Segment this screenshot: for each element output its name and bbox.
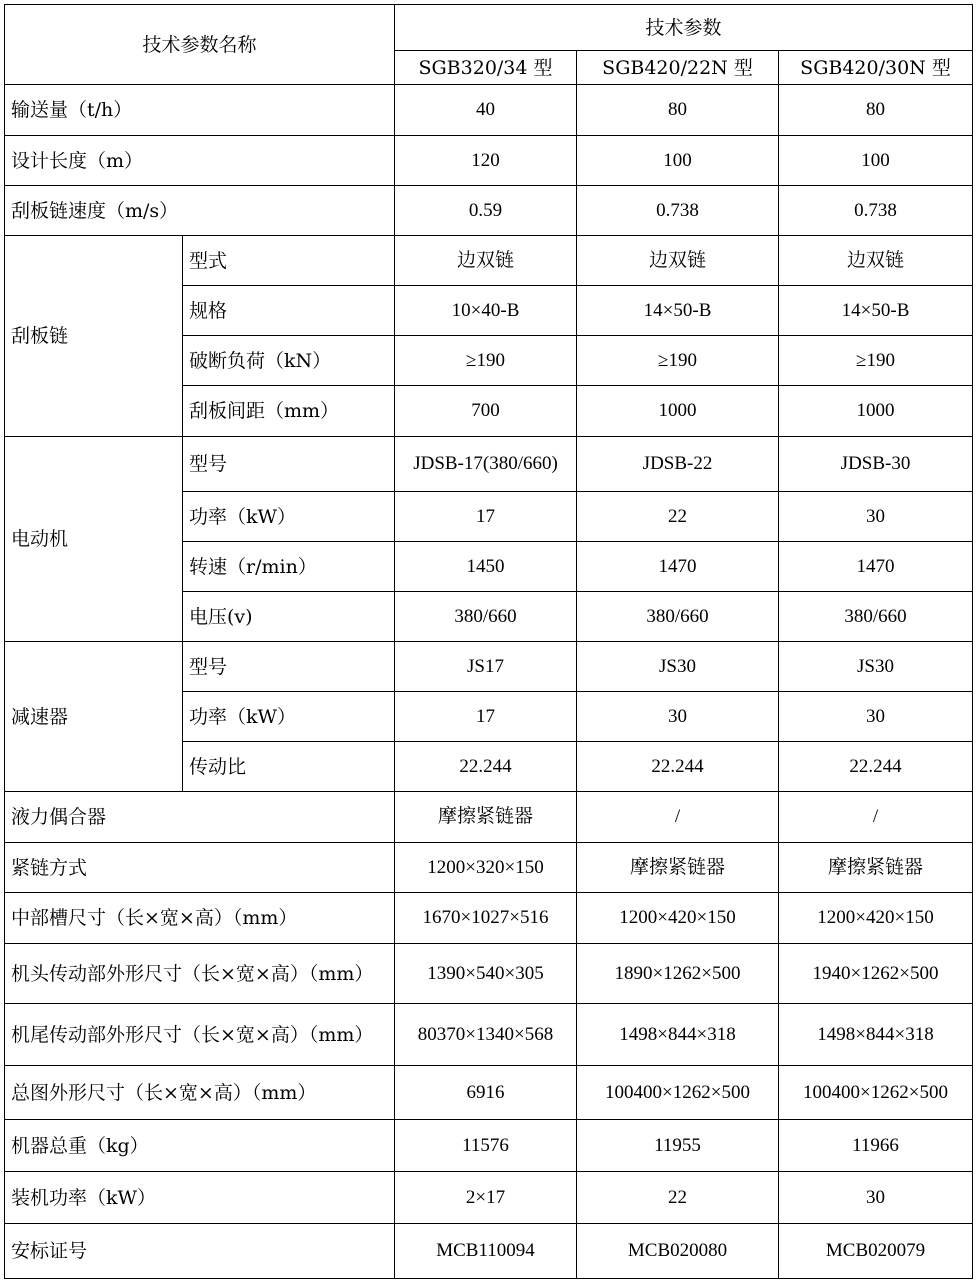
group-label: 减速器: [5, 642, 183, 792]
cell-value: 700: [395, 386, 577, 437]
row-label: 紧链方式: [5, 843, 395, 893]
row-label: 机尾传动部外形尺寸（长×宽×高）（mm）: [5, 1004, 395, 1066]
cell-value: 1000: [577, 386, 779, 437]
cell-value: 17: [395, 492, 577, 542]
sub-label: 型式: [183, 236, 395, 286]
cell-value: 1890×1262×500: [577, 944, 779, 1004]
sub-label: 破断负荷（kN）: [183, 336, 395, 386]
cell-value: JS30: [577, 642, 779, 692]
cell-value: 80370×1340×568: [395, 1004, 577, 1066]
cell-value: JS30: [779, 642, 973, 692]
cell-value: ≥190: [577, 336, 779, 386]
cell-value: 11955: [577, 1120, 779, 1172]
table-row: [5, 1172, 973, 1224]
cell-value: 1000: [779, 386, 973, 437]
cell-value: 380/660: [395, 592, 577, 642]
group-label: 刮板链: [5, 236, 183, 437]
table-row: [5, 85, 973, 136]
row-label: 中部槽尺寸（长×宽×高）（mm）: [5, 893, 395, 944]
cell-value: 0.738: [577, 186, 779, 236]
group-label: 电动机: [5, 437, 183, 642]
cell-value: 10×40-B: [395, 286, 577, 336]
cell-value: 6916: [395, 1066, 577, 1120]
cell-value: 22: [577, 1172, 779, 1224]
table-row: [5, 944, 973, 1004]
cell-value: 边双链: [395, 236, 577, 286]
param-name-header: 技术参数名称: [5, 5, 395, 85]
row-label: 总图外形尺寸（长×宽×高）（mm）: [5, 1066, 395, 1120]
cell-value: MCB020080: [577, 1224, 779, 1279]
cell-value: MCB020079: [779, 1224, 973, 1279]
cell-value: 边双链: [577, 236, 779, 286]
table-row: [5, 1224, 973, 1279]
cell-value: 120: [395, 136, 577, 186]
cell-value: JDSB-17(380/660): [395, 437, 577, 492]
table-row: [5, 236, 973, 286]
table-row: [5, 437, 973, 492]
table-row: [5, 843, 973, 893]
model-header: SGB420/22N 型: [577, 51, 779, 85]
row-label: 设计长度（m）: [5, 136, 395, 186]
model-header: SGB420/30N 型: [779, 51, 973, 85]
sub-label: 规格: [183, 286, 395, 336]
cell-value: 30: [577, 692, 779, 742]
cell-value: 17: [395, 692, 577, 742]
cell-value: 11966: [779, 1120, 973, 1172]
row-label: 刮板链速度（m/s）: [5, 186, 395, 236]
cell-value: 22.244: [395, 742, 577, 792]
cell-value: 1940×1262×500: [779, 944, 973, 1004]
cell-value: 1390×540×305: [395, 944, 577, 1004]
row-label: 安标证号: [5, 1224, 395, 1279]
cell-value: JDSB-22: [577, 437, 779, 492]
row-label: 机头传动部外形尺寸（长×宽×高）（mm）: [5, 944, 395, 1004]
cell-value: 摩擦紧链器: [779, 843, 973, 893]
cell-value: 1450: [395, 542, 577, 592]
cell-value: 30: [779, 692, 973, 742]
row-label: 液力偶合器: [5, 792, 395, 843]
cell-value: 22.244: [577, 742, 779, 792]
cell-value: JDSB-30: [779, 437, 973, 492]
tech-spec-table: [4, 4, 973, 1279]
param-group-header: 技术参数: [395, 5, 973, 51]
table-row: [5, 792, 973, 843]
cell-value: 100400×1262×500: [577, 1066, 779, 1120]
cell-value: 14×50-B: [577, 286, 779, 336]
cell-value: ≥190: [395, 336, 577, 386]
cell-value: JS17: [395, 642, 577, 692]
row-label: 输送量（t/h）: [5, 85, 395, 136]
cell-value: 1670×1027×516: [395, 893, 577, 944]
cell-value: 边双链: [779, 236, 973, 286]
table-row: [5, 1066, 973, 1120]
cell-value: 80: [779, 85, 973, 136]
sub-label: 型号: [183, 642, 395, 692]
cell-value: 0.738: [779, 186, 973, 236]
sub-label: 功率（kW）: [183, 692, 395, 742]
cell-value: 1498×844×318: [779, 1004, 973, 1066]
cell-value: 1470: [577, 542, 779, 592]
cell-value: 摩擦紧链器: [395, 792, 577, 843]
cell-value: 11576: [395, 1120, 577, 1172]
sub-label: 型号: [183, 437, 395, 492]
cell-value: /: [577, 792, 779, 843]
cell-value: 30: [779, 492, 973, 542]
cell-value: ≥190: [779, 336, 973, 386]
table-row: [5, 136, 973, 186]
cell-value: 22.244: [779, 742, 973, 792]
cell-value: 22: [577, 492, 779, 542]
cell-value: /: [779, 792, 973, 843]
cell-value: 30: [779, 1172, 973, 1224]
cell-value: 380/660: [577, 592, 779, 642]
cell-value: 14×50-B: [779, 286, 973, 336]
cell-value: 100: [779, 136, 973, 186]
cell-value: 100: [577, 136, 779, 186]
cell-value: 40: [395, 85, 577, 136]
cell-value: 1200×420×150: [779, 893, 973, 944]
sub-label: 传动比: [183, 742, 395, 792]
cell-value: 摩擦紧链器: [577, 843, 779, 893]
model-header: SGB320/34 型: [395, 51, 577, 85]
cell-value: 1200×420×150: [577, 893, 779, 944]
table-row: [5, 642, 973, 692]
sub-label: 功率（kW）: [183, 492, 395, 542]
row-label: 装机功率（kW）: [5, 1172, 395, 1224]
cell-value: 1200×320×150: [395, 843, 577, 893]
table-row: [5, 893, 973, 944]
cell-value: 0.59: [395, 186, 577, 236]
sub-label: 电压(v): [183, 592, 395, 642]
table-row: [5, 1004, 973, 1066]
table-row: [5, 186, 973, 236]
cell-value: 380/660: [779, 592, 973, 642]
cell-value: 80: [577, 85, 779, 136]
sub-label: 刮板间距（mm）: [183, 386, 395, 437]
cell-value: MCB110094: [395, 1224, 577, 1279]
header-row-1: [5, 5, 973, 51]
cell-value: 1498×844×318: [577, 1004, 779, 1066]
cell-value: 2×17: [395, 1172, 577, 1224]
cell-value: 100400×1262×500: [779, 1066, 973, 1120]
cell-value: 1470: [779, 542, 973, 592]
row-label: 机器总重（kg）: [5, 1120, 395, 1172]
sub-label: 转速（r/min）: [183, 542, 395, 592]
table-row: [5, 1120, 973, 1172]
